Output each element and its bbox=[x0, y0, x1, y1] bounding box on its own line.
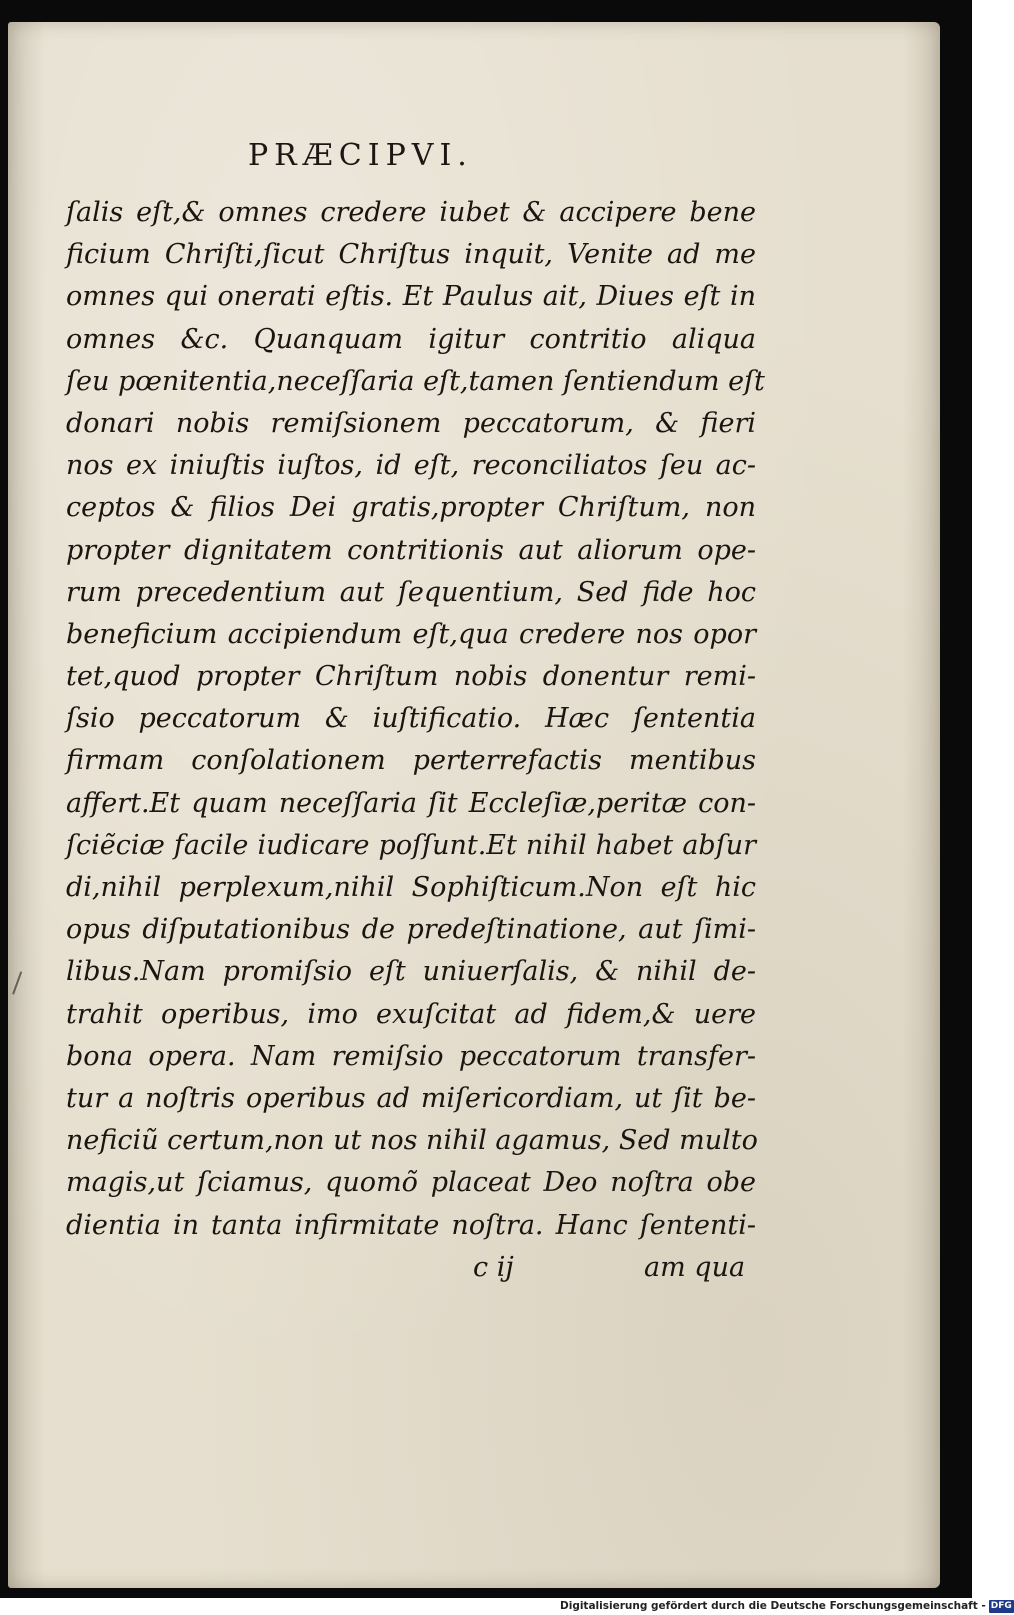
credit-text: Digitalisierung gefördert durch die Deutsche Forschungsgemeinschaft - bbox=[560, 1600, 986, 1612]
text-line: omnes &c. Quanquam igitur contritio aliqua bbox=[66, 323, 756, 355]
text-line: ſeu pœnitentia,neceſſaria eſt,tamen ſentiendum eſt bbox=[66, 365, 765, 397]
text-line: nos ex iniuſtis iuſtos, id eſt, reconciliatos ſeu ac- bbox=[66, 450, 756, 482]
text-line: opus diſputationibus de predeſtinatione, aut ſimi- bbox=[66, 914, 756, 946]
text-line: trahit operibus, imo exuſcitat ad fidem,& uere bbox=[66, 998, 756, 1030]
text-line: bona opera. Nam remiſsio peccatorum transfer- bbox=[66, 1040, 756, 1072]
margin-mark bbox=[12, 971, 28, 996]
text-line: rum precedentium aut ſequentium, Sed fide hoc bbox=[66, 576, 756, 608]
text-line: ceptos & filios Dei gratis,propter Chriſtum, non bbox=[66, 492, 756, 524]
text-line: tet,quod propter Chriſtum nobis donentur remi- bbox=[66, 661, 756, 693]
text-line: di,nihil perplexum,nihil Sophiſticum.Non eſt hic bbox=[66, 872, 756, 903]
text-line: affert.Et quam neceſſaria ſit Eccleſiæ,peritæ con- bbox=[66, 787, 756, 819]
text-line: propter dignitatem contritionis aut aliorum ope- bbox=[66, 534, 756, 566]
text-line: ficium Chriſti,ſicut Chriſtus inquit, Venite ad me bbox=[66, 239, 756, 271]
catchword: am qua bbox=[644, 1252, 746, 1283]
text-line: magis,ut ſciamus, quomõ placeat Deo noſtra obe bbox=[66, 1167, 756, 1199]
text-line: ſsio peccatorum & iuſtificatio. Hæc ſententia bbox=[66, 703, 756, 735]
dfg-logo: DFG bbox=[990, 1600, 1012, 1611]
text-line: omnes qui onerati eſtis. Et Paulus ait, Diues eſt in bbox=[66, 281, 756, 313]
text-line: donari nobis remiſsionem peccatorum, & fieri bbox=[66, 407, 756, 439]
text-line: tur a noſtris operibus ad miſericordiam, ut ſit be- bbox=[66, 1082, 756, 1114]
text-line: beneficium accipiendum eſt,qua credere nos opor bbox=[66, 618, 756, 650]
running-head: PRÆCIPVI. bbox=[248, 138, 473, 173]
signature-mark: c ij bbox=[473, 1252, 514, 1283]
footer-credit bbox=[560, 1598, 1012, 1615]
text-block bbox=[66, 192, 765, 1247]
text-line: dientia in tanta infirmitate noſtra. Hanc ſententi- bbox=[66, 1209, 756, 1241]
text-line: libus.Nam promiſsio eſt uniuerſalis, & nihil de- bbox=[66, 956, 756, 988]
text-line: ſciẽciæ facile iudicare poſſunt.Et nihil habet abſur bbox=[66, 829, 756, 861]
text-line: neficiũ certum,non ut nos nihil agamus, Sed multo bbox=[66, 1125, 758, 1157]
text-line: firmam conſolationem perterrefactis mentibus bbox=[66, 745, 756, 777]
book-page bbox=[8, 22, 940, 1588]
text-line: ſalis eſt,& omnes credere iubet & accipere bene bbox=[66, 197, 756, 228]
